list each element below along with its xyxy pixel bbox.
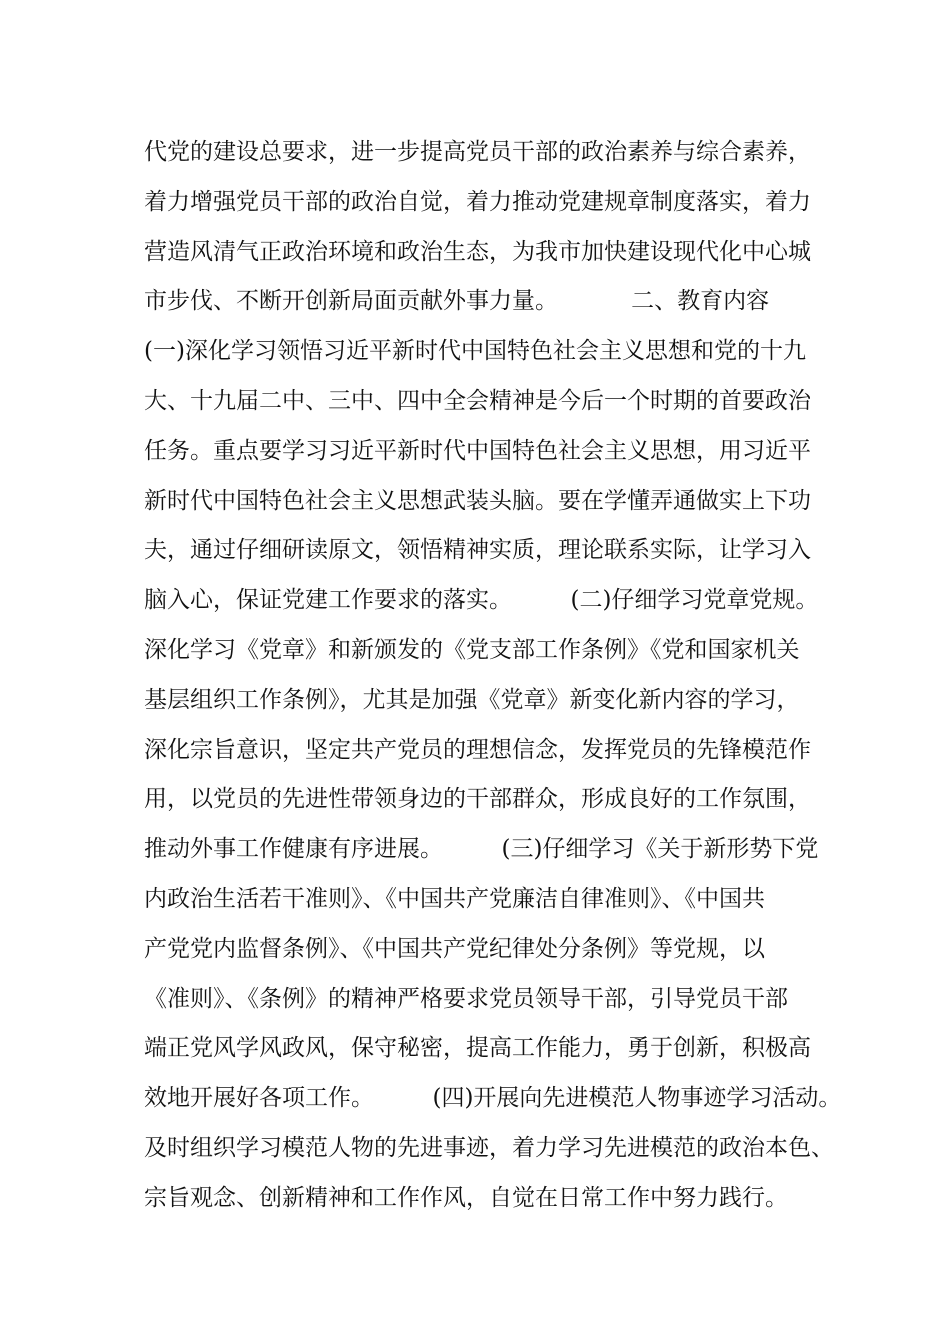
text-line: 及时组织学习模范人物的先进事迹，着力学习先进模范的政治本色、 [144, 1134, 834, 1161]
text-line: 用，以党员的先进性带领身边的干部群众，形成良好的工作氛围， [144, 786, 811, 813]
text-line: 代党的建设总要求，进一步提高党员干部的政治素养与综合素养， [144, 139, 811, 165]
text-line: 宗旨观念、创新精神和工作作风，自觉在日常工作中努力践行。 [144, 1184, 788, 1211]
text-line: 新时代中国特色社会主义思想武装头脑。要在学懂弄通做实上下功 [144, 487, 811, 514]
text-line: 夫，通过仔细研读原文，领悟精神实质，理论联系实际，让学习入 [144, 537, 811, 564]
text-line: 内政治生活若干准则》、《中国共产党廉洁自律准则》、《中国共 [144, 885, 765, 912]
text-line: 产党党内监督条例》、《中国共产党纪律处分条例》等党规，以 [144, 935, 765, 962]
text-line: 深化学习《党章》和新颁发的《党支部工作条例》《党和国家机关 [144, 636, 800, 663]
text-line: 着力增强党员干部的政治自觉，着力推动党建规章制度落实，着力 [144, 188, 811, 215]
text-line: 效地开展好各项工作。 (四)开展向先进模范人物事迹学习活动。 [144, 1085, 842, 1112]
text-line: 脑入心，保证党建工作要求的落实。 (二)仔细学习党章党规。 [144, 587, 819, 614]
text-line: 基层组织工作条例》，尤其是加强《党章》新变化新内容的学习， [144, 686, 800, 713]
text-line: 任务。重点要学习习近平新时代中国特色社会主义思想，用习近平 [144, 437, 811, 464]
document-body-text [144, 128, 842, 1224]
text-line: 推动外事工作健康有序进展。 (三)仔细学习《关于新形势下党 [144, 836, 819, 863]
text-line: 大、十九届二中、三中、四中全会精神是今后一个时期的首要政治 [144, 387, 811, 414]
text-line: 市步伐、不断开创新局面贡献外事力量。 二、教育内容 [144, 288, 770, 315]
text-line: 深化宗旨意识，坚定共产党员的理想信念，发挥党员的先锋模范作 [144, 736, 811, 763]
text-line: (一)深化学习领悟习近平新时代中国特色社会主义思想和党的十九 [144, 338, 806, 365]
text-line: 端正党风学风政风，保守秘密，提高工作能力，勇于创新，积极高 [144, 1035, 811, 1062]
text-line: 《准则》、《条例》的精神严格要求党员领导干部，引导党员干部 [144, 985, 788, 1012]
text-line: 营造风清气正政治环境和政治生态，为我市加快建设现代化中心城 [144, 238, 811, 265]
